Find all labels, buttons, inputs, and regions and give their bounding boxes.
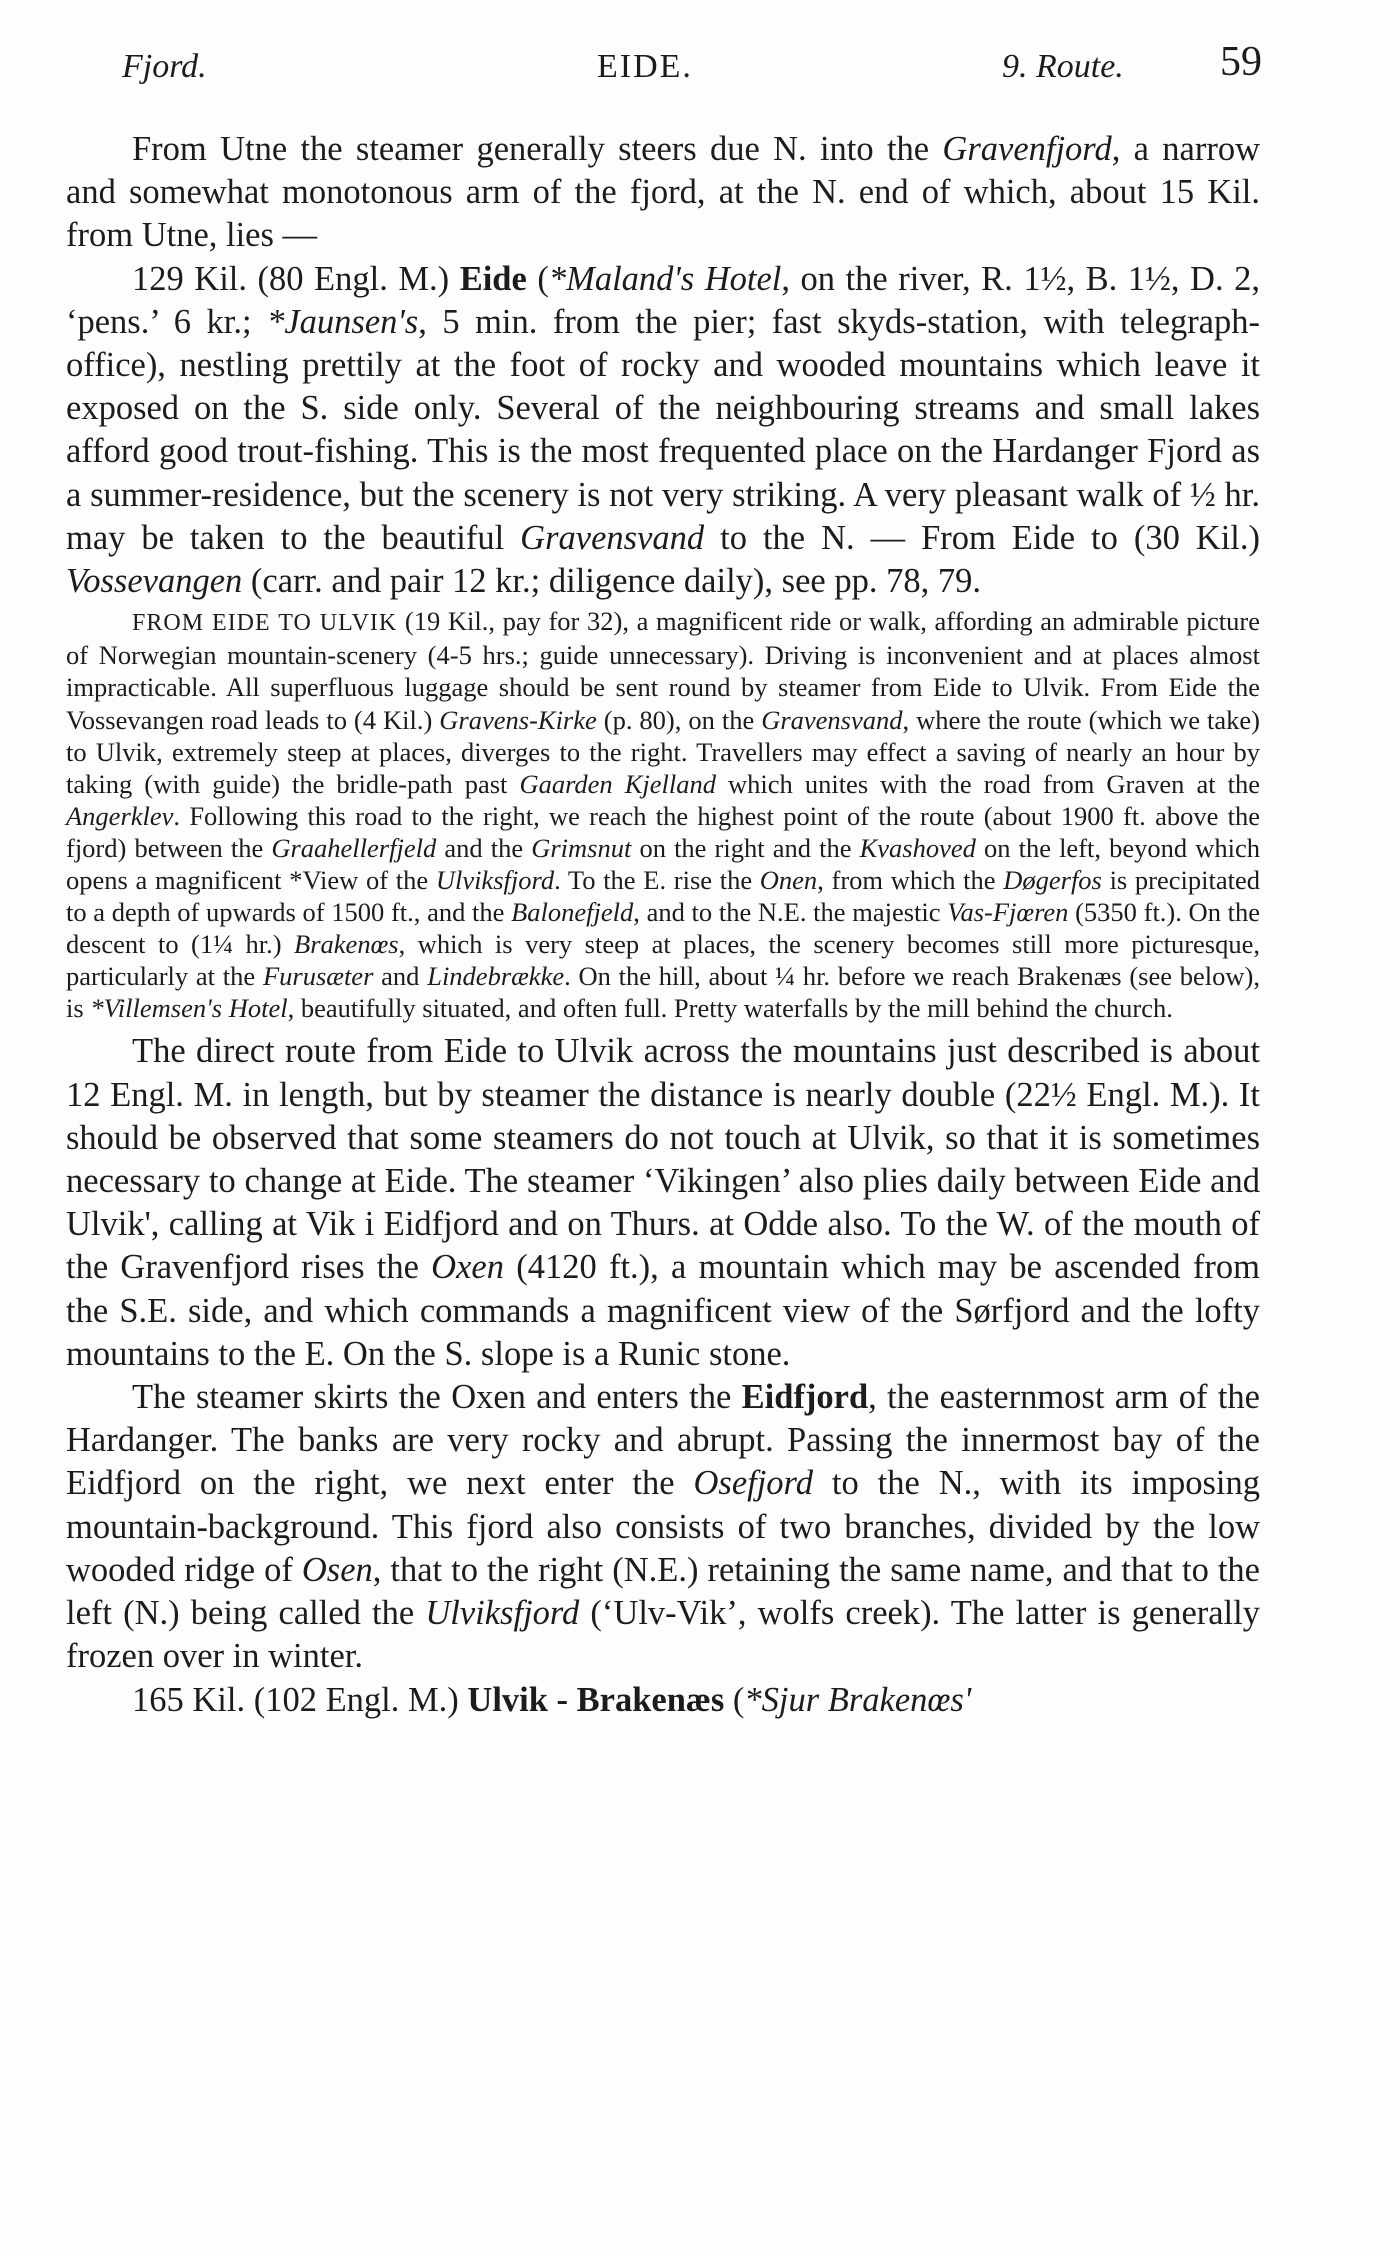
page-number: 59: [1220, 39, 1262, 85]
paragraph-ulvik: 165 Kil. (102 Engl. M.) Ulvik - Brakenæs (*Sjur Brakenœs': [132, 1680, 972, 1719]
header-route: 9. Route.: [1002, 48, 1124, 85]
header-left: Fjord.: [122, 48, 207, 85]
page-body: [66, 128, 1260, 1722]
paragraph-utne: From Utne the steamer generally steers due N. into the Gravenfjord, a narrow and somewhat monotonous arm of the fjord, at the N. end of which, about 15 Kil. from Utne, lies —: [66, 130, 1260, 255]
paragraph-direct-route: The direct route from Eide to Ulvik across the mountains just described is about 12 Engl. M. in length, but by steamer the distance is nearly double (22½ Engl. M.). It should be observed that some steamers do not touch at Ulvik, so that it is sometimes necessary to change at Eide. The steamer ‘Vikingen’ also plies daily between Eide and Ulvik', calling at Vik i Eidfjord and on Thurs. at Odde also. To the W. of the mouth of the Gravenfjord rises the Oxen (4120 ft.), a mountain which may be ascended from the S.E. side, and which commands a magnificent view of the Sørfjord and the lofty mountains to the E. On the S. slope is a Runic stone.: [66, 1032, 1260, 1373]
small-print-eide-ulvik: FROM EIDE TO ULVIK (19 Kil., pay for 32), a magnificent ride or walk, affording an admirable picture of Norwegian mountain-scenery (4-5 hrs.; guide unnecessary). Driving is inconvenient and at places almost impracticable. All superfluous luggage should be sent round by steamer from Eide to Ulvik. From Eide the Vossevangen road leads to (4 Kil.) Gravens-Kirke (p. 80), on the Gravensvand, where the route (which we take) to Ulvik, extremely steep at places, diverges to the right. Travellers may effect a saving of nearly an hour by taking (with guide) the bridle-path past Gaarden Kjelland which unites with the road from Graven at the Angerklev. Following this road to the right, we reach the highest point of the route (about 1900 ft. above the fjord) between the Graahellerfjeld and the Grimsnut on the right and the Kvashoved on the left, beyond which opens a magnificent *View of the Ulviksfjord. To the E. rise the Onen, from which the Døgerfos is precipitated to a depth of upwards of 1500 ft., and the Balonefjeld, and to the N.E. the majestic Vas-Fjœren (5350 ft.). On the descent to (1¼ hr.) Brakenœs, which is very steep at places, the scenery becomes still more picturesque, particularly at the Furusæter and Lindebrække. On the hill, about ¼ hr. before we reach Brakenæs (see below), is *Villemsen's Hotel, beautifully situated, and often full. Pretty waterfalls by the mill behind the church.: [66, 606, 1261, 1024]
paragraph-eide: 129 Kil. (80 Engl. M.) Eide (*Maland's Hotel, on the river, R. 1½, B. 1½, D. 2, ‘pens.’ 6 kr.; *Jaunsen's, 5 min. from the pier; fast skyds-station, with telegraph-office), nestling prettily at the foot of rocky and wooded mountains which leave it exposed on the S. side only. Several of the neighbouring streams and small lakes afford good trout-fishing. This is the most frequented place on the Hardanger Fjord as a summer-residence, but the scenery is not very striking. A very pleasant walk of ½ hr. may be taken to the beautiful Gravensvand to the N. — From Eide to (30 Kil.) Vossevangen (carr. and pair 12 kr.; diligence daily), see pp. 78, 79.: [66, 259, 1261, 601]
paragraph-eidfjord: The steamer skirts the Oxen and enters the Eidfjord, the easternmost arm of the Hardanger. The banks are very rocky and abrupt. Passing the innermost bay of the Eidfjord on the right, we next enter the Osefjord to the N., with its imposing mountain-background. This fjord also consists of two branches, divided by the low wooded ridge of Osen, that to the right (N.E.) retaining the same name, and that to the left (N.) being called the Ulviksfjord (‘Ulv-Vik’, wolfs creek). The latter is generally frozen over in winter.: [66, 1378, 1260, 1676]
header-title: EIDE.: [597, 48, 693, 85]
running-head: [122, 38, 1262, 88]
